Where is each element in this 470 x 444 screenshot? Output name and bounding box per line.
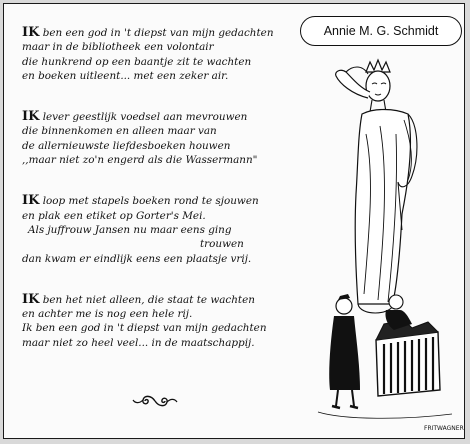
stanza-1 xyxy=(22,26,312,83)
statue-illustration xyxy=(304,54,464,436)
author-name: Annie M. G. Schmidt xyxy=(323,24,439,38)
poem-line: maar in de bibliotheek een volontair xyxy=(22,41,214,54)
poem-line: en boeken uitleent... met een zeker air. xyxy=(22,69,229,82)
initial-letter: IK xyxy=(22,193,40,209)
page xyxy=(3,3,465,439)
initial-letter: IK xyxy=(22,109,40,125)
poem-line: IK ben een god in 't diepst van mijn gedachten xyxy=(22,25,274,40)
artist-signature: FRITWAGNER xyxy=(424,425,464,432)
poem xyxy=(22,26,312,377)
poem-line: Ik ben een god in 't diepst van mijn gedachten xyxy=(22,322,267,335)
poem-line: IK lever geestlijk voedsel aan mevrouwen xyxy=(22,109,248,125)
initial-letter: IK xyxy=(22,25,40,40)
poem-line: en plak een etiket op Gorter's Mei. xyxy=(22,209,206,222)
poem-line: die hunkrend op een baantje zit te wachten xyxy=(22,55,252,68)
poem-line: IK loop met stapels boeken rond te sjouwen xyxy=(22,193,259,209)
stanza-2 xyxy=(22,110,312,167)
stanza-4 xyxy=(22,293,312,350)
poem-line: die binnenkomen en alleen maar van xyxy=(22,125,217,138)
poem-line: en achter me is nog een hele rij. xyxy=(22,308,193,321)
initial-letter: IK xyxy=(22,291,40,307)
statue-head xyxy=(366,71,390,101)
poem-line: Als juffrouw Jansen nu maar eens ging xyxy=(28,223,232,236)
poem-line: de allernieuwste liefdesboeken houwen xyxy=(22,139,231,152)
librarian-head xyxy=(336,298,352,314)
poem-line: IK ben het niet alleen, die staat te wachten xyxy=(22,291,255,307)
author-label xyxy=(300,16,462,46)
poem-line: ,,maar niet zo'n engerd als die Wassermann" xyxy=(22,154,258,167)
stanza-3 xyxy=(22,194,312,265)
crown-icon xyxy=(366,60,390,72)
poem-line: dan kwam er eindlijk eens een plaatsje vrij. xyxy=(22,252,252,265)
poem-line: trouwen xyxy=(200,238,244,251)
librarian-body xyxy=(329,316,360,390)
flourish-ornament-icon xyxy=(132,392,178,410)
library-desk xyxy=(376,332,440,396)
poem-line: maar niet zo heel veel... in de maatschappij. xyxy=(22,336,255,349)
